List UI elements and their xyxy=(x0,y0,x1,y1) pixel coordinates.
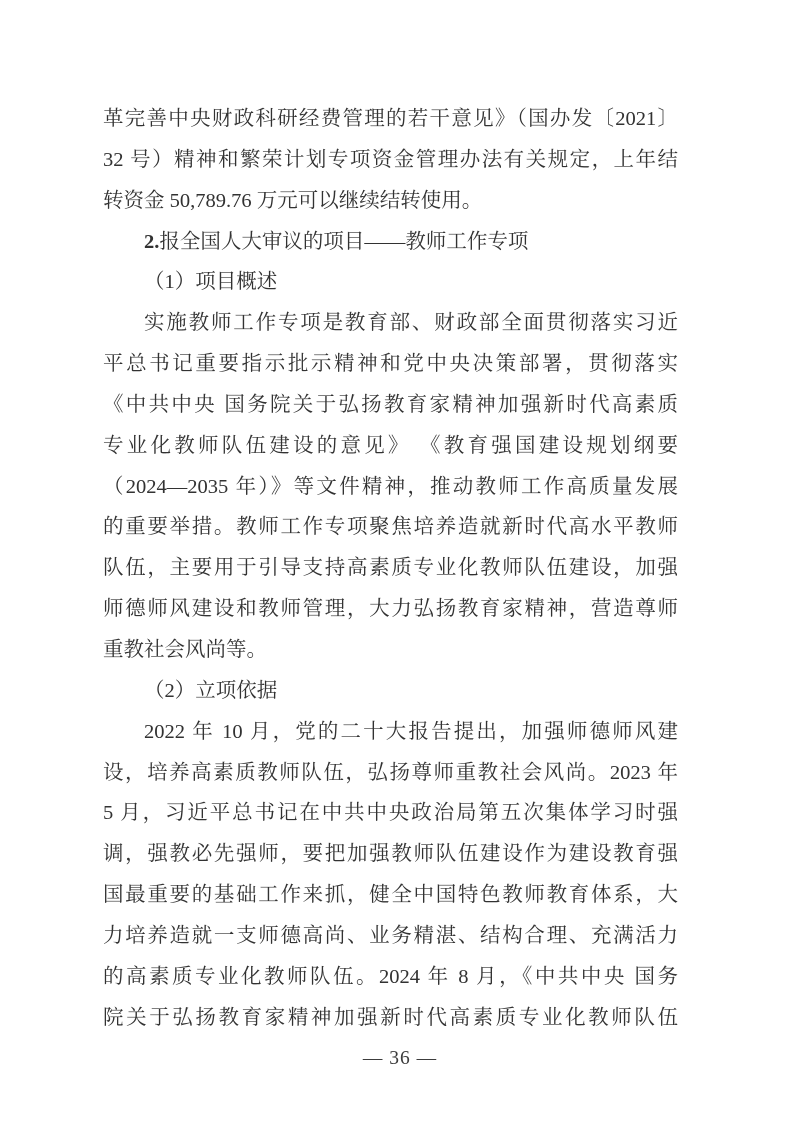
text-line: 实施教师工作专项是教育部、财政部全面贯彻落实习近 xyxy=(144,312,678,335)
body-text xyxy=(103,99,678,1038)
text-line: 设，培养高素质教师队伍，弘扬尊师重教社会风尚。2023 年 xyxy=(103,761,678,784)
subsection-heading: （1）项目概述 xyxy=(144,271,278,294)
text-line: 国最重要的基础工作来抓，健全中国特色教师教育体系，大 xyxy=(103,884,678,907)
text-line: 转资金 50,789.76 万元可以继续结转使用。 xyxy=(103,189,483,212)
text-line: 革完善中央财政科研经费管理的若干意见》（国办发〔2021〕 xyxy=(103,108,678,130)
section-heading xyxy=(103,222,678,263)
text-line: 的高素质专业化教师队伍。2024 年 8 月，《中共中央 国务 xyxy=(103,965,678,988)
text-line: 重教社会风尚等。 xyxy=(103,638,267,661)
text-line: 院关于弘扬教育家精神加强新时代高素质专业化教师队伍 xyxy=(103,1006,678,1029)
text-line: 力培养造就一支师德高尚、业务精湛、结构合理、充满活力 xyxy=(103,924,678,947)
page-number: — 36 — xyxy=(362,1048,438,1069)
text-line: 调，强教必先强师，要把加强教师队伍建设作为建设教育强 xyxy=(103,843,678,866)
section-title: 报全国人大审议的项目——教师工作专项 xyxy=(159,230,529,253)
text-line: 的重要举措。教师工作专项聚焦培养造就新时代高水平教师 xyxy=(103,516,678,539)
text-line: 平总书记重要指示批示精神和党中央决策部署，贯彻落实 xyxy=(103,353,678,376)
text-line: 5 月，习近平总书记在中共中央政治局第五次集体学习时强 xyxy=(103,802,678,825)
text-line: 32 号）精神和繁荣计划专项资金管理办法有关规定，上年结 xyxy=(103,148,678,171)
text-line: 专业化教师队伍建设的意见》 《教育强国建设规划纲要 xyxy=(103,434,678,457)
text-line: （2024—2035 年）》等文件精神，推动教师工作高质量发展 xyxy=(103,475,678,498)
text-line: 队伍，主要用于引导支持高素质专业化教师队伍建设，加强 xyxy=(103,557,678,580)
subsection-heading: （2）立项依据 xyxy=(144,679,278,702)
text-line: 2022 年 10 月，党的二十大报告提出，加强师德师风建 xyxy=(144,720,678,743)
text-line: 师德师风建设和教师管理，大力弘扬教育家精神，营造尊师 xyxy=(103,598,678,621)
text-line: 《中共中央 国务院关于弘扬教育家精神加强新时代高素质 xyxy=(103,393,678,416)
section-number: 2. xyxy=(144,230,160,253)
